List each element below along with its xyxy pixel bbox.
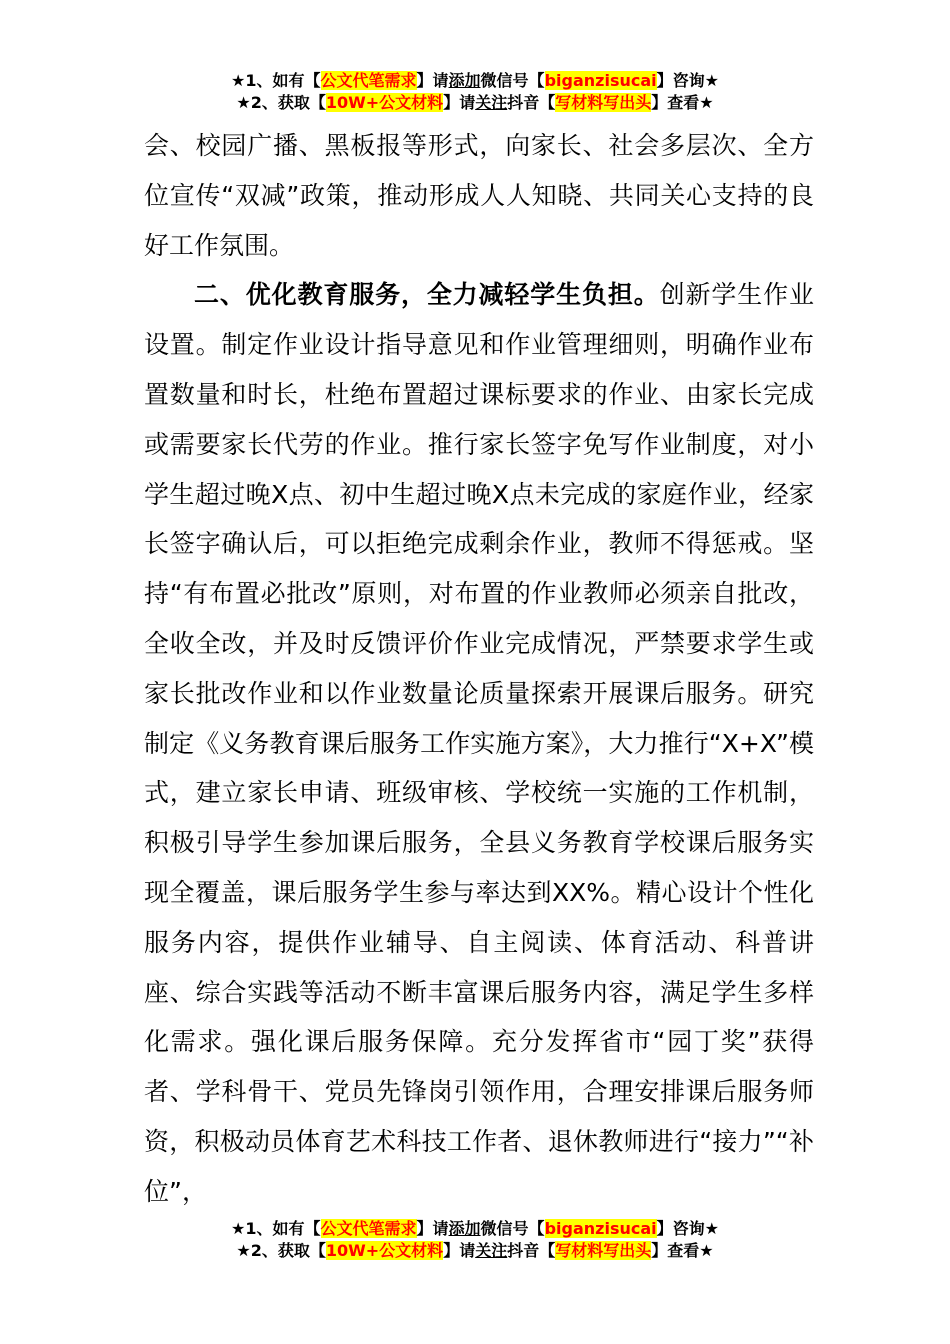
highlight-wechat-id: biganzisucai bbox=[544, 1219, 657, 1238]
banner-text: 】咨询★ bbox=[656, 71, 719, 90]
section-heading: 二、优化教育服务，全力减轻学生负担。 bbox=[194, 280, 660, 310]
underlined-text: 关注 bbox=[475, 1241, 508, 1260]
highlight-service: 公文代笔需求 bbox=[320, 71, 417, 90]
banner-text: 】请 bbox=[443, 1241, 476, 1260]
banner-line-1 bbox=[0, 1218, 950, 1240]
underlined-text: 添加 bbox=[448, 1219, 481, 1238]
highlight-service: 公文代笔需求 bbox=[320, 1219, 417, 1238]
underlined-text: 添加 bbox=[448, 71, 481, 90]
banner-text: 】查看★ bbox=[651, 1241, 714, 1260]
banner-text: 抖音【 bbox=[507, 1241, 556, 1260]
highlight-materials: 10W+公文材料 bbox=[325, 1241, 444, 1260]
banner-text: 】请 bbox=[416, 1219, 449, 1238]
highlight-douyin-account: 写材料写出头 bbox=[555, 93, 652, 112]
paragraph-1: 会、校园广播、黑板报等形式，向家长、社会多层次、全方位宣传“双减”政策，推动形成人人知晓、共同关心支持的良好工作氛围。 bbox=[144, 131, 814, 260]
banner-text: ★2、获取【 bbox=[236, 1241, 326, 1260]
banner-text: ★1、如有【 bbox=[231, 71, 321, 90]
highlight-wechat-id: biganzisucai bbox=[544, 71, 657, 90]
banner-text: 微信号【 bbox=[480, 1219, 545, 1238]
banner-text: ★2、获取【 bbox=[236, 93, 326, 112]
banner-text: ★1、如有【 bbox=[231, 1219, 321, 1238]
banner-line-2 bbox=[0, 92, 950, 114]
banner-line-2 bbox=[0, 1240, 950, 1262]
header-banner bbox=[0, 70, 950, 114]
highlight-materials: 10W+公文材料 bbox=[325, 93, 444, 112]
document-body bbox=[144, 121, 814, 1217]
highlight-douyin-account: 写材料写出头 bbox=[555, 1241, 652, 1260]
banner-text: 】请 bbox=[443, 93, 476, 112]
footer-banner bbox=[0, 1218, 950, 1262]
banner-line-1 bbox=[0, 70, 950, 92]
banner-text: 抖音【 bbox=[507, 93, 556, 112]
banner-text: 】请 bbox=[416, 71, 449, 90]
banner-text: 微信号【 bbox=[480, 71, 545, 90]
underlined-text: 关注 bbox=[475, 93, 508, 112]
paragraph-2 bbox=[144, 270, 814, 1216]
banner-text: 】咨询★ bbox=[656, 1219, 719, 1238]
paragraph-2-text: 创新学生作业设置。制定作业设计指导意见和作业管理细则，明确作业布置数量和时长，杜绝布置超过课标要求的作业、由家长完成或需要家长代劳的作业。推行家长签字免写作业制度，对小学生超过晚X点、初中生超过晚X点未完成的家庭作业，经家长签字确认后，可以拒绝完成剩余作业，教师不得惩戒。坚持“有布置必批改”原则，对布置的作业教师必须亲自批改，全收全改，并及时反馈评价作业完成情况，严禁要求学生或家长批改作业和以作业数量论质量探索开展课后服务。研究制定《义务教育课后服务工作实施方案》，大力推行“X+X”模式，建立家长申请、班级审核、学校统一实施的工作机制，积极引导学生参加课后服务，全县义务教育学校课后服务实现全覆盖，课后服务学生参与率达到XX%。精心设计个性化服务内容，提供作业辅导、自主阅读、体育活动、科普讲座、综合实践等活动不断丰富课后服务内容，满足学生多样化需求。强化课后服务保障。充分发挥省市“园丁奖”获得者、学科骨干、党员先锋岗引领作用，合理安排课后服务师资，积极动员体育艺术科技工作者、退休教师进行“接力”“补位”， bbox=[144, 280, 814, 1206]
banner-text: 】查看★ bbox=[651, 93, 714, 112]
